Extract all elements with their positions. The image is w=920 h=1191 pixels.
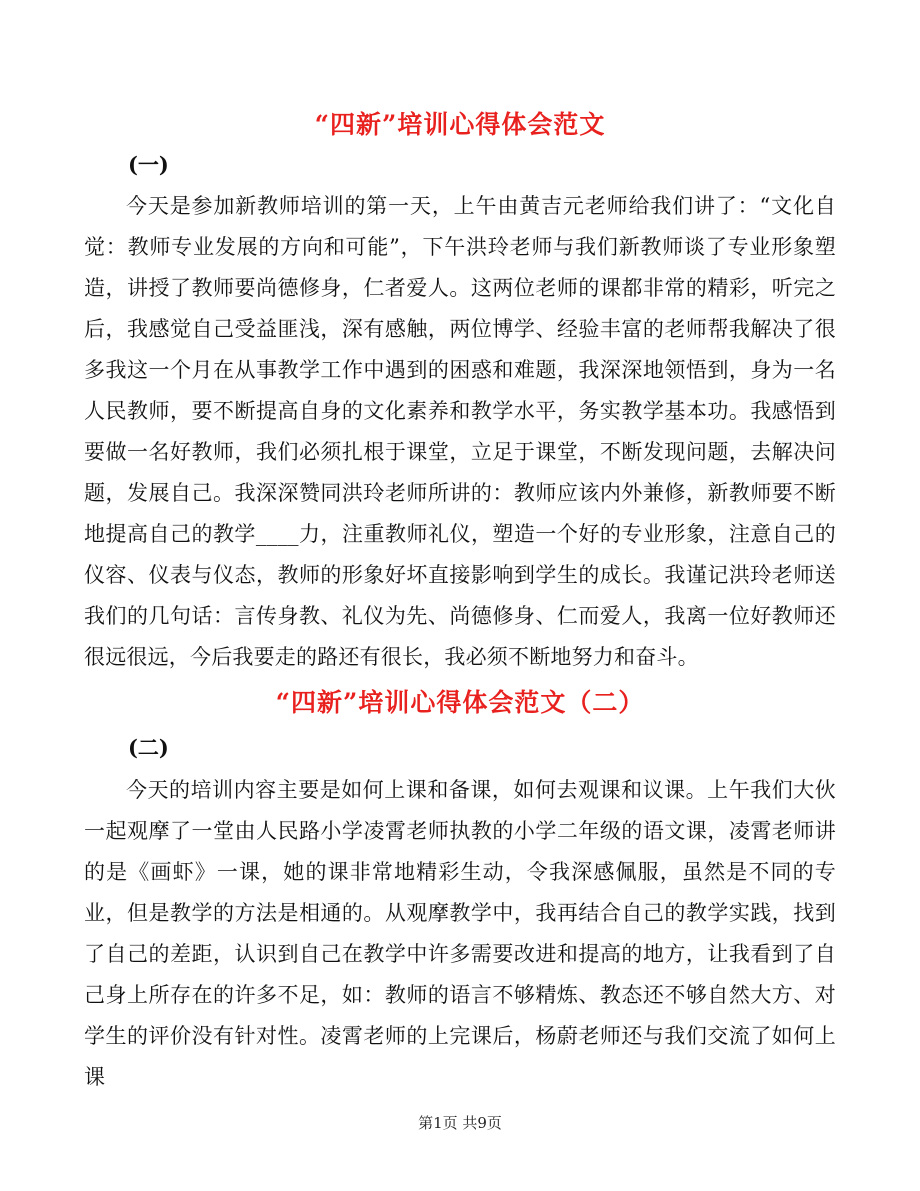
document-title-1: “四新”培训心得体会范文 [314, 110, 606, 139]
page-number-footer: 第1页 共9页 [418, 1114, 502, 1132]
paragraph-1: 今天是参加新教师培训的第一天，上午由黄吉元老师给我们讲了：“文化自觉：教师专业发展的方向和可能”，下午洪玲老师与我们新教师谈了专业形象塑造，讲授了教师要尚德修身，仁者爱人。这两位老师的课都非常的精彩，听完之后，我感觉自己受益匪浅，深有感触，两位博学、经验丰富的老师帮我解决了很多我这一个月在从事教学工作中遇到的困惑和难题，我深深地领悟到，身为一名人民教师，要不断提高自身的文化素养和教学水平，务实教学基本功。我感悟到要做一名好教师，我们必须扎根于课堂，立足于课堂，不断发现问题，去解决问题，发展自己。我深深赞同洪玲老师所讲的：教师应该内外兼修，新教师要不断地提高自己的教学____力，注重教师礼仪，塑造一个好的专业形象，注意自己的仪容、仪表与仪态，教师的形象好坏直接影响到学生的成长。我谨记洪玲老师送我们的几句话：言传身教、礼仪为先、尚德修身、仁而爱人，我离一位好教师还很远很远，今后我要走的路还有很长，我必须不断地努力和奋斗。 [84, 194, 836, 669]
section-label-2: (二) [128, 735, 169, 760]
paragraph-2: 今天的培训内容主要是如何上课和备课，如何去观课和议课。上午我们大伙一起观摩了一堂由人民路小学凌霄老师执教的小学二年级的语文课，凌霄老师讲的是《画虾》一课，她的课非常地精彩生动，令我深感佩服，虽然是不同的专业，但是教学的方法是相通的。从观摩教学中，我再结合自己的教学实践，找到了自己的差距，认识到自己在教学中许多需要改进和提高的地方，让我看到了自己身上所存在的许多不足，如：教师的语言不够精炼、教态还不够自然大方、对学生的评价没有针对性。凌霄老师的上完课后，杨蔚老师还与我们交流了如何上课 [84, 778, 836, 1089]
document-title-2: “四新”培训心得体会范文（二） [275, 688, 645, 717]
section-label-1: (一) [128, 152, 169, 177]
